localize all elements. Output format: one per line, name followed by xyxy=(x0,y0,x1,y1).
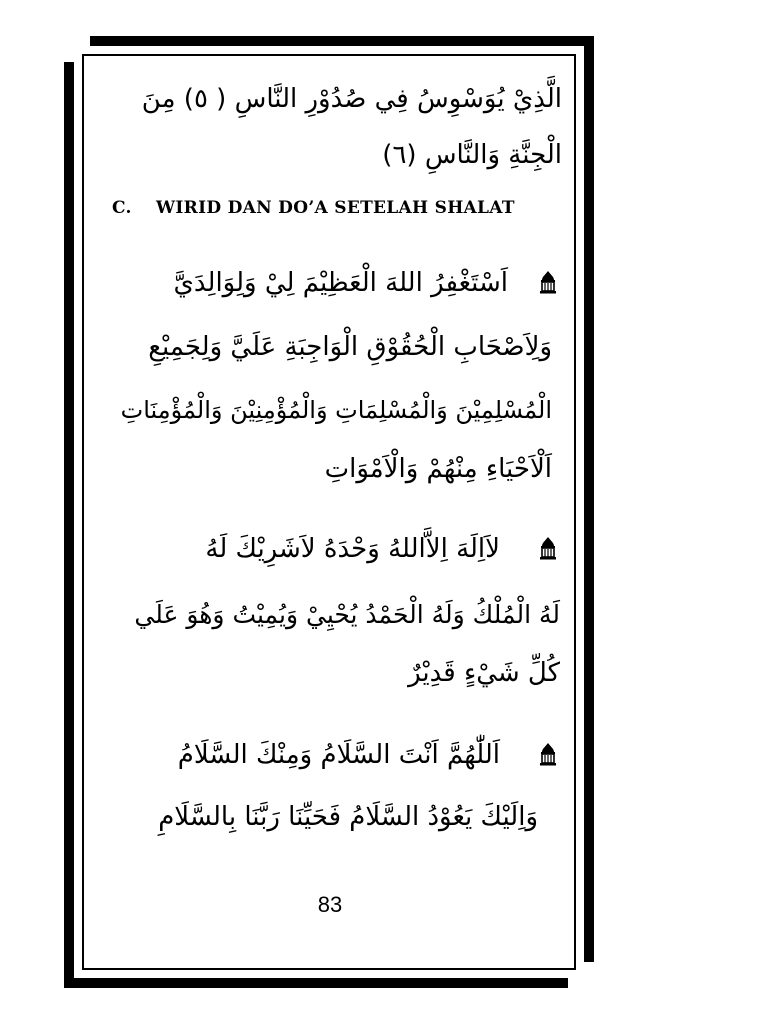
mosque-icon xyxy=(537,270,559,294)
dua1-line-4: اَلْاَحْيَاءِ مِنْهُمْ وَالْاَمْوَاتِ xyxy=(324,454,552,484)
dua1-line-2: وَلِاَصْحَابِ الْحُقُوْقِ الْوَاجِبَةِ عَلَيَّ وَلِجَمِيْعِ xyxy=(148,332,552,362)
dua3-line-1: اَللّٰهُمَّ اَنْتَ السَّلَامُ وَمِنْكَ السَّلَامُ xyxy=(177,740,500,770)
verse-line-1: الَّذِيْ يُوَسْوِسُ فِي صُدُوْرِ النَّاسِ ( ٥) مِنَ xyxy=(141,84,562,114)
dua1-line-3: الْمُسْلِمِيْنَ وَالْمُسْلِمَاتِ وَالْمُؤْمِنِيْنَ وَالْمُؤْمِنَاتِ xyxy=(120,396,552,424)
dua1-line-1: اَسْتَغْفِرُ اللهَ الْعَظِيْمَ لِيْ وَلِوَالِدَيَّ xyxy=(173,268,508,298)
page-number: 83 xyxy=(317,892,343,917)
mosque-icon xyxy=(537,536,559,560)
dua2-line-2: لَهُ الْمُلْكُ وَلَهُ الْحَمْدُ يُحْيِيْ وَيُمِيْتُ وَهُوَ عَلَي xyxy=(134,600,560,629)
section-number: C. xyxy=(112,198,132,218)
dua2-line-1: لاَاِلَهَ اِلاَّاللهُ وَحْدَهُ لاَشَرِيْكَ لَهُ xyxy=(205,534,500,564)
section-title: WIRID DAN DO’A SETELAH SHALAT xyxy=(156,198,515,218)
section-heading xyxy=(112,198,515,218)
mosque-icon xyxy=(537,742,559,766)
page-border-inner xyxy=(82,54,576,970)
verse-line-2: الْجِنَّةِ وَالنَّاسِ (٦) xyxy=(382,140,562,170)
dua2-line-3: كُلِّ شَيْءٍ قَدِيْرٌ xyxy=(408,658,560,688)
dua3-line-2: وَاِلَيْكَ يَعُوْدُ السَّلَامُ فَحَيِّنَا رَبَّنَا بِالسَّلَامِ xyxy=(158,802,538,832)
